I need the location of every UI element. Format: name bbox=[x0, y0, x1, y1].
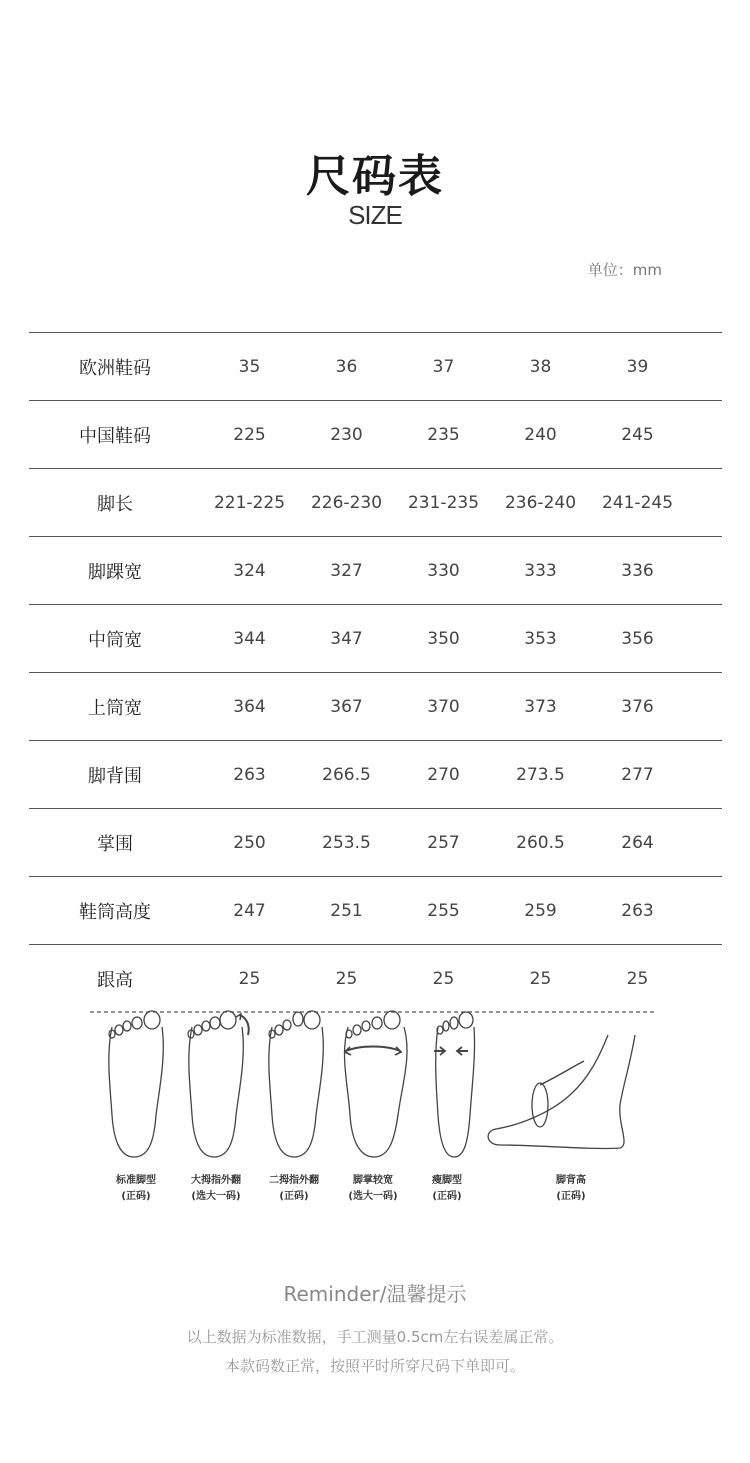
row-label: 跟高 bbox=[97, 969, 133, 991]
foot-type-name: 脚背高 bbox=[556, 1175, 586, 1186]
row-label: 掌围 bbox=[97, 833, 133, 855]
table-cell: 235 bbox=[427, 424, 460, 445]
page-subtitle: SIZE bbox=[348, 200, 402, 230]
table-cell: 364 bbox=[233, 696, 266, 717]
foot-type-label bbox=[333, 1173, 413, 1205]
table-cell: 221-225 bbox=[213, 492, 286, 513]
table-cell: 25 bbox=[529, 968, 552, 989]
reminder-text: 本款码数正常，按照平时所穿尺码下单即可。 bbox=[224, 1357, 525, 1375]
table-cell: 263 bbox=[621, 900, 654, 921]
table-cell: 25 bbox=[238, 968, 261, 989]
foot-type-label bbox=[176, 1173, 256, 1205]
table-row bbox=[29, 605, 722, 673]
foot-type-note: (正码) bbox=[279, 1191, 309, 1202]
table-cell: 353 bbox=[524, 628, 557, 649]
foot-type-label bbox=[96, 1173, 176, 1205]
table-cell: 251 bbox=[330, 900, 363, 921]
table-row bbox=[29, 333, 722, 401]
table-cell: 264 bbox=[621, 832, 654, 853]
table-cell: 263 bbox=[233, 764, 266, 785]
table-cell: 350 bbox=[427, 628, 460, 649]
table-cell: 225 bbox=[233, 424, 266, 445]
page-title: 尺码表 bbox=[306, 151, 444, 202]
row-label: 脚长 bbox=[97, 493, 133, 515]
table-cell: 327 bbox=[330, 560, 363, 581]
foot-type-note: (选大一码) bbox=[348, 1191, 398, 1202]
table-cell: 231-235 bbox=[407, 492, 480, 513]
table-cell: 336 bbox=[621, 560, 654, 581]
foot-type-note: (正码) bbox=[556, 1191, 586, 1202]
foot-type-label bbox=[407, 1173, 487, 1205]
thin-foot-drawing bbox=[434, 1012, 475, 1157]
table-cell: 36 bbox=[335, 356, 358, 377]
table-cell: 277 bbox=[621, 764, 654, 785]
table-cell: 330 bbox=[427, 560, 460, 581]
table-cell: 356 bbox=[621, 628, 654, 649]
table-cell: 241-245 bbox=[601, 492, 674, 513]
table-row bbox=[29, 401, 722, 469]
reminder-title: Reminder/温馨提示 bbox=[283, 1282, 467, 1306]
row-label: 中国鞋码 bbox=[79, 425, 151, 447]
size-table bbox=[29, 332, 722, 1012]
table-row bbox=[29, 741, 722, 809]
high-instep-foot-drawing bbox=[488, 1035, 635, 1148]
row-label: 鞋筒高度 bbox=[79, 901, 151, 923]
second-toe-foot-drawing bbox=[269, 1011, 323, 1157]
row-label: 上筒宽 bbox=[88, 697, 142, 719]
table-cell: 370 bbox=[427, 696, 460, 717]
table-cell: 25 bbox=[335, 968, 358, 989]
table-row bbox=[29, 945, 722, 1012]
foot-type-label bbox=[531, 1173, 611, 1205]
table-cell: 25 bbox=[626, 968, 649, 989]
table-cell: 236-240 bbox=[504, 492, 577, 513]
table-cell: 253.5 bbox=[322, 832, 371, 853]
table-cell: 250 bbox=[233, 832, 266, 853]
foot-type-note: (正码) bbox=[432, 1191, 462, 1202]
table-row bbox=[29, 673, 722, 741]
table-cell: 247 bbox=[233, 900, 266, 921]
row-label: 脚踝宽 bbox=[88, 561, 142, 583]
foot-type-label bbox=[254, 1173, 334, 1205]
foot-type-name: 脚掌较宽 bbox=[353, 1175, 393, 1186]
foot-type-note: (选大一码) bbox=[191, 1191, 241, 1202]
table-cell: 273.5 bbox=[516, 764, 565, 785]
table-row bbox=[29, 537, 722, 605]
foot-type-name: 大拇指外翻 bbox=[191, 1175, 241, 1186]
table-cell: 25 bbox=[432, 968, 455, 989]
row-label: 欧洲鞋码 bbox=[79, 357, 151, 379]
table-row bbox=[29, 469, 722, 537]
table-cell: 347 bbox=[330, 628, 363, 649]
reminder-text: 以上数据为标准数据，手工测量0.5cm左右误差属正常。 bbox=[186, 1328, 564, 1346]
table-cell: 38 bbox=[529, 356, 552, 377]
wide-foot-drawing bbox=[345, 1011, 408, 1157]
table-cell: 245 bbox=[621, 424, 654, 445]
table-cell: 324 bbox=[233, 560, 266, 581]
table-cell: 266.5 bbox=[322, 764, 371, 785]
table-cell: 344 bbox=[233, 628, 266, 649]
row-label: 中筒宽 bbox=[88, 629, 142, 651]
table-cell: 240 bbox=[524, 424, 557, 445]
table-row bbox=[29, 809, 722, 877]
foot-type-note: (正码) bbox=[121, 1191, 151, 1202]
bunion-foot-drawing bbox=[188, 1011, 249, 1157]
table-row bbox=[29, 877, 722, 945]
table-cell: 257 bbox=[427, 832, 460, 853]
table-cell: 373 bbox=[524, 696, 557, 717]
table-cell: 37 bbox=[432, 356, 455, 377]
table-cell: 226-230 bbox=[310, 492, 383, 513]
standard-foot-drawing bbox=[109, 1011, 163, 1157]
table-cell: 39 bbox=[626, 356, 649, 377]
foot-type-name: 瘦脚型 bbox=[432, 1175, 462, 1186]
foot-type-name: 标准脚型 bbox=[116, 1175, 156, 1186]
table-cell: 35 bbox=[238, 356, 261, 377]
table-cell: 367 bbox=[330, 696, 363, 717]
table-cell: 259 bbox=[524, 900, 557, 921]
table-cell: 230 bbox=[330, 424, 363, 445]
unit-label: 单位：mm bbox=[587, 261, 662, 279]
table-cell: 270 bbox=[427, 764, 460, 785]
table-cell: 255 bbox=[427, 900, 460, 921]
row-label: 脚背围 bbox=[88, 765, 142, 787]
foot-type-name: 二拇指外翻 bbox=[269, 1175, 319, 1186]
table-cell: 260.5 bbox=[516, 832, 565, 853]
table-cell: 376 bbox=[621, 696, 654, 717]
table-cell: 333 bbox=[524, 560, 557, 581]
